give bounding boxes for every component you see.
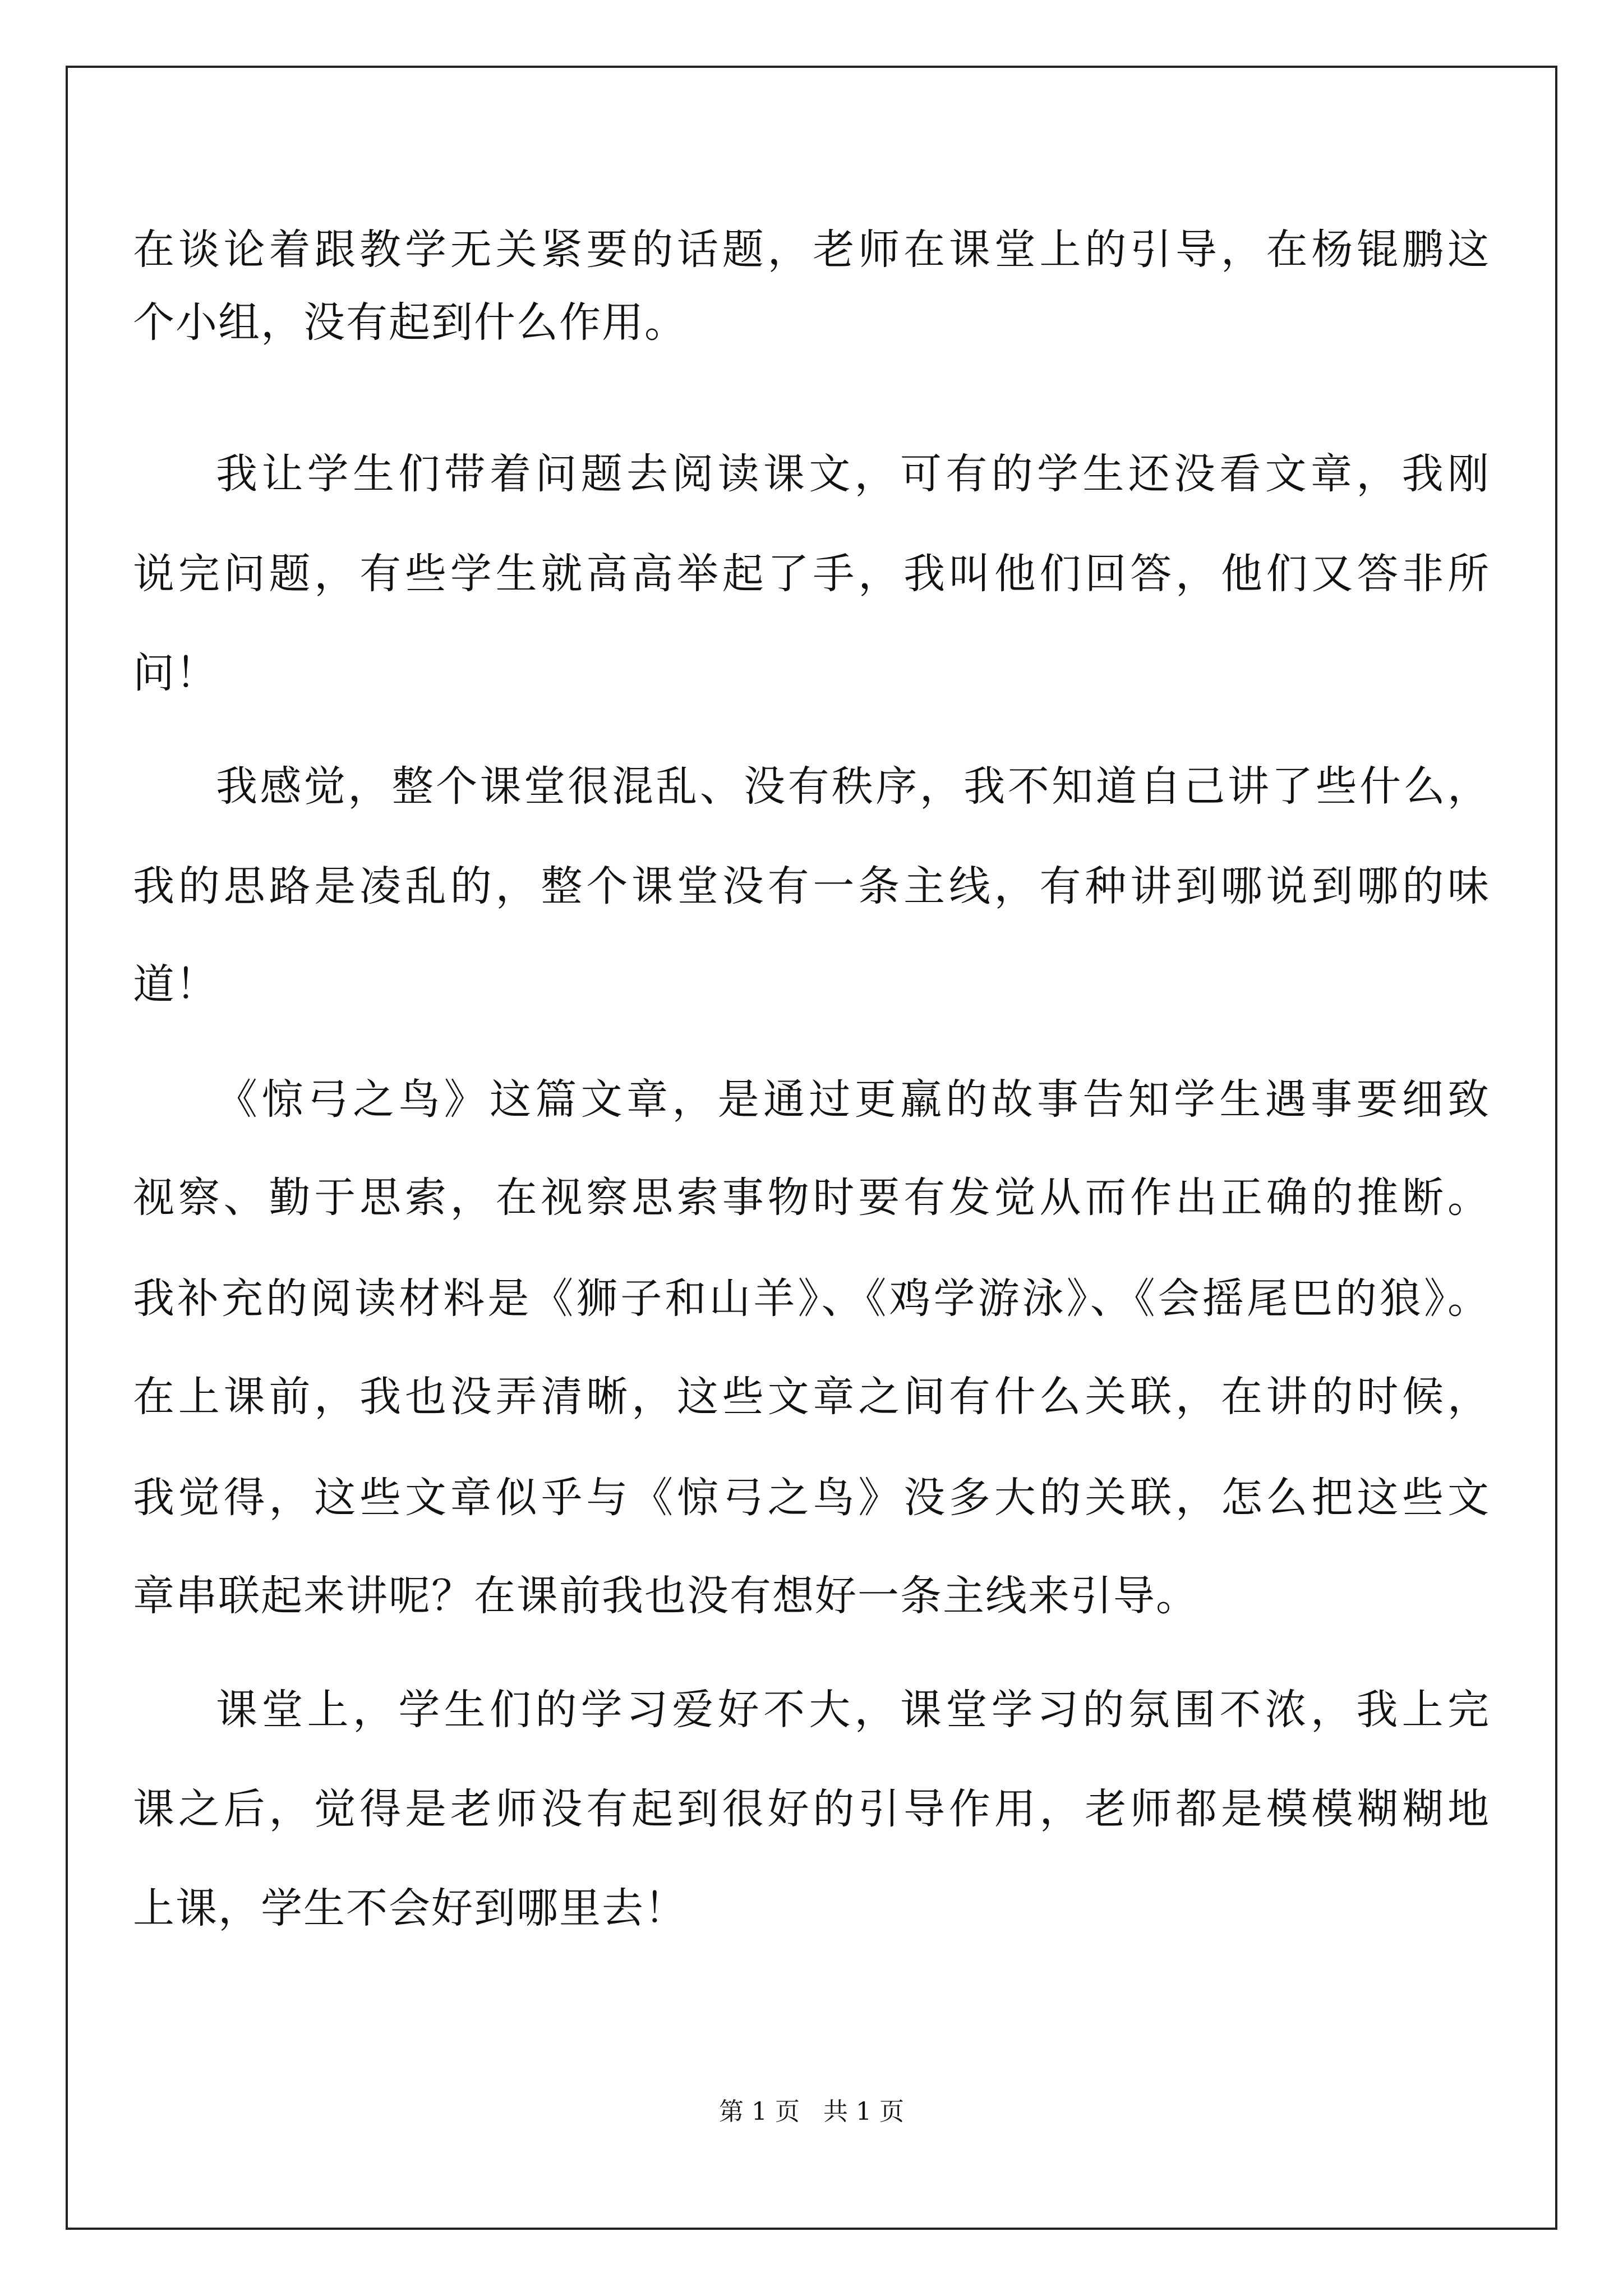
text-line: 在上课前，我也没弄清晰，这些文章之间有什么关联，在讲的时候， [133, 1373, 1490, 1421]
text-line: 我觉得，这些文章似乎与《惊弓之鸟》没多大的关联，怎么把这些文 [133, 1474, 1490, 1522]
text-line: 《惊弓之鸟》这篇文章，是通过更羸的故事告知学生遇事要细致 [216, 1075, 1490, 1124]
text-line: 上课，学生不会好到哪里去！ [133, 1884, 687, 1932]
text-line: 我让学生们带着问题去阅读课文，可有的学生还没看文章，我刚 [216, 450, 1490, 498]
text-line: 我补充的阅读材料是《狮子和山羊》、《鸡学游泳》、《会摇尾巴的狼》。 [133, 1274, 1490, 1323]
text-line: 章串联起来讲呢？在课前我也没有想好一条主线来引导。 [133, 1572, 1198, 1620]
text-line: 在谈论着跟教学无关紧要的话题，老师在课堂上的引导，在杨锟鹏这 [133, 226, 1490, 274]
text-line: 视察、勤于思索，在视察思索事物时要有发觉从而作出正确的推断。 [133, 1174, 1490, 1222]
page-number-footer: 第 1 页 共 1 页 [719, 2097, 904, 2126]
text-line: 问！ [133, 649, 218, 697]
text-line: 道！ [133, 960, 218, 1009]
text-line: 个小组，没有起到什么作用。 [133, 298, 687, 347]
text-line: 课之后，觉得是老师没有起到很好的引导作用，老师都是模模糊糊地 [133, 1785, 1490, 1833]
text-line: 我感觉，整个课堂很混乱、没有秩序，我不知道自己讲了些什么， [216, 762, 1490, 811]
text-line: 课堂上，学生们的学习爱好不大，课堂学习的氛围不浓，我上完 [216, 1686, 1490, 1734]
text-line: 我的思路是凌乱的，整个课堂没有一条主线，有种讲到哪说到哪的味 [133, 862, 1490, 910]
text-line: 说完问题，有些学生就高高举起了手，我叫他们回答，他们又答非所 [133, 550, 1490, 598]
